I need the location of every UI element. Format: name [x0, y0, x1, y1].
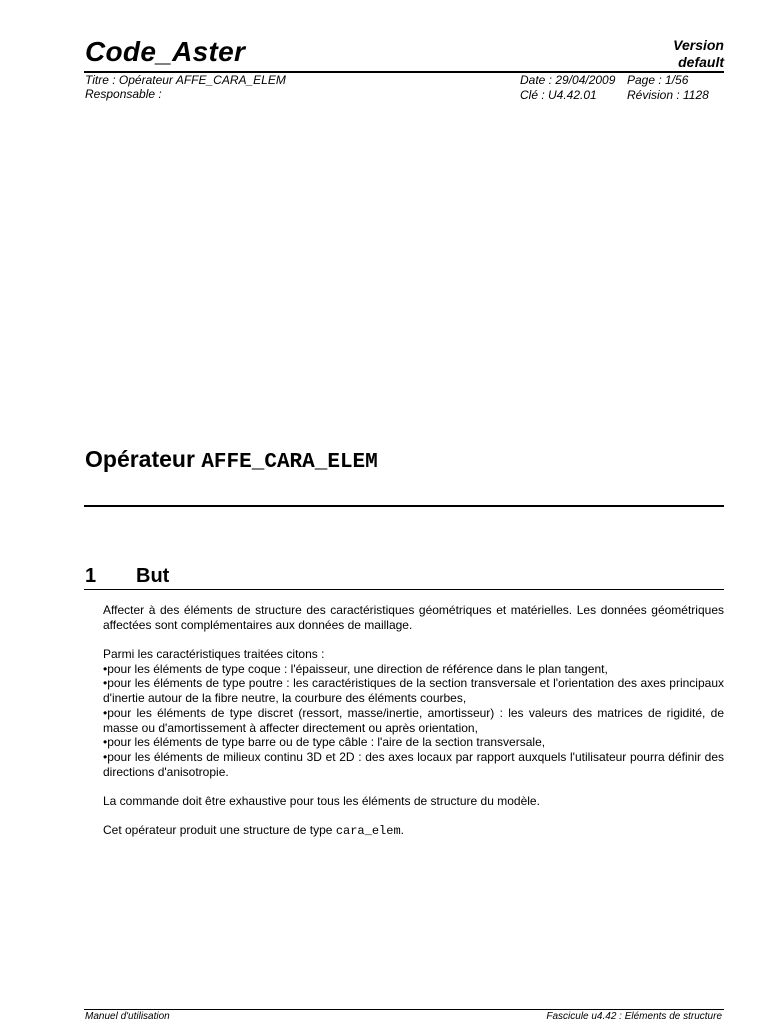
footer-right: Fascicule u4.42 : Eléments de structure — [546, 1011, 722, 1022]
doc-responsable: Responsable : — [85, 87, 162, 101]
section-number: 1 — [85, 565, 97, 587]
version-value: default — [678, 54, 724, 70]
doc-page: Page : 1/56 — [627, 73, 689, 87]
footer-rule — [84, 1009, 724, 1010]
produces-period: . — [400, 823, 404, 837]
characteristics-list — [103, 662, 724, 780]
version-block — [673, 37, 724, 71]
doc-revision: Révision : 1128 — [627, 88, 709, 102]
list-item: •pour les éléments de milieux continu 3D et 2D : des axes locaux par rapport auxquels l'utilisateur pourra définir des directions d'anisotropie. — [103, 749, 724, 779]
page-title-command: AFFE_CARA_ELEM — [201, 451, 378, 474]
doc-key: Clé : U4.42.01 — [520, 88, 597, 102]
page-title — [85, 446, 378, 474]
section-rule — [84, 589, 724, 590]
list-item: •pour les éléments de type coque : l'épaisseur, une direction de référence dans le plan tangent, — [103, 661, 608, 676]
footer-left: Manuel d'utilisation — [85, 1011, 170, 1022]
section-heading — [85, 565, 169, 588]
paragraph-exhaustive: La commande doit être exhaustive pour tous les éléments de structure du modèle. — [103, 794, 540, 808]
list-item: •pour les éléments de type discret (ressort, masse/inertie, amortisseur) : les valeurs des matrices de rigidité, de masse ou d'amortissement à affecter directement ou après orientation, — [103, 705, 724, 735]
version-label: Version — [673, 37, 724, 53]
paragraph-purpose: Affecter à des éléments de structure des caractéristiques géométriques et matérielles. Les données géométriques affectées sont complémentaires aux données de maillage. — [103, 603, 724, 632]
title-rule — [84, 505, 724, 507]
characteristics-intro: Parmi les caractéristiques traitées citons : — [103, 647, 325, 661]
doc-title: Titre : Opérateur AFFE_CARA_ELEM — [85, 73, 286, 87]
doc-date: Date : 29/04/2009 — [520, 73, 616, 87]
produces-text: Cet opérateur produit une structure de type — [103, 823, 333, 837]
code-aster-logo: Code_Aster — [85, 36, 246, 67]
characteristics-block — [103, 647, 724, 779]
section-title: But — [136, 565, 170, 587]
list-item: •pour les éléments de type barre ou de type câble : l'aire de la section transversale, — [103, 735, 546, 750]
paragraph-produces — [103, 823, 724, 839]
page-title-prefix: Opérateur — [85, 446, 195, 472]
produces-type: cara_elem — [335, 824, 401, 838]
list-item: •pour les éléments de type poutre : les caractéristiques de la section transversale et l'orientation des axes principaux d'inertie autour de la fibre neutre, la courbure des éléments courbes, — [103, 676, 724, 706]
